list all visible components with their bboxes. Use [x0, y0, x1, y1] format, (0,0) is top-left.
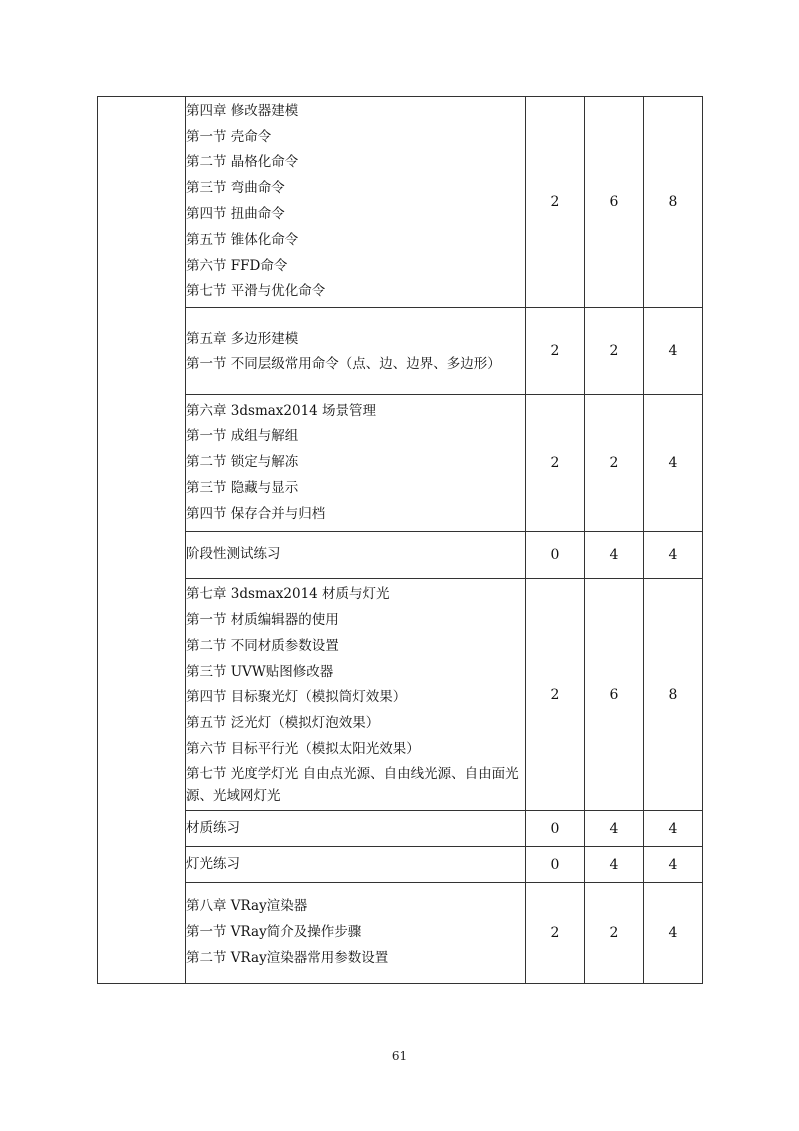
content-line: 第二节 不同材质参数设置 — [186, 637, 339, 654]
content-cell — [186, 811, 526, 847]
hours-cell-c: 4 — [644, 395, 703, 532]
content-line: 第一节 壳命令 — [186, 128, 272, 145]
content-cell — [186, 308, 526, 395]
content-line: 第六节 目标平行光（模拟太阳光效果） — [186, 740, 420, 757]
content-line: 阶段性测试练习 — [186, 546, 281, 563]
hours-cell-a: 0 — [526, 811, 585, 847]
content-line: 第七节 光度学灯光 自由点光源、自由线光源、自由面光源、光域网灯光 — [186, 765, 519, 804]
hours-cell-c: 8 — [644, 579, 703, 811]
content-line: 第二节 VRay渲染器常用参数设置 — [186, 949, 389, 966]
content-line: 第四节 保存合并与归档 — [186, 505, 326, 522]
hours-cell-c: 4 — [644, 847, 703, 883]
hours-cell-c: 4 — [644, 532, 703, 579]
table-row-material-practice — [98, 811, 703, 847]
hours-cell-c: 8 — [644, 97, 703, 308]
hours-cell-b: 2 — [585, 395, 644, 532]
hours-cell-b: 6 — [585, 97, 644, 308]
content-line: 第四节 目标聚光灯（模拟筒灯效果） — [186, 689, 407, 706]
content-line: 第五节 泛光灯（模拟灯泡效果） — [186, 715, 380, 732]
content-cell — [186, 395, 526, 532]
hours-cell-a: 0 — [526, 532, 585, 579]
hours-cell-a: 2 — [526, 97, 585, 308]
content-line: 第一节 材质编辑器的使用 — [186, 612, 339, 628]
content-line: 第六节 FFD命令 — [186, 257, 288, 274]
hours-cell-b: 4 — [585, 811, 644, 847]
content-line: 第七节 平滑与优化命令 — [186, 283, 326, 300]
hours-cell-b: 2 — [585, 883, 644, 984]
content-line: 第三节 弯曲命令 — [186, 180, 285, 197]
hours-cell-c: 4 — [644, 811, 703, 847]
content-line: 材质练习 — [186, 819, 240, 836]
content-line: 第四章 修改器建模 — [186, 102, 299, 119]
table-row-chapter-4 — [98, 97, 703, 308]
hours-cell-c: 4 — [644, 883, 703, 984]
hours-cell-b: 4 — [585, 532, 644, 579]
hours-cell-a: 2 — [526, 883, 585, 984]
content-cell — [186, 883, 526, 984]
content-line: 第六章 3dsmax2014 场景管理 — [186, 402, 377, 419]
table-row-chapter-5 — [98, 308, 703, 395]
content-line: 第一节 VRay简介及操作步骤 — [186, 924, 362, 941]
table-row-chapter-7 — [98, 579, 703, 811]
content-line: 第二节 晶格化命令 — [186, 154, 299, 171]
table-row-lighting-practice — [98, 847, 703, 883]
content-line: 第七章 3dsmax2014 材质与灯光 — [186, 586, 390, 603]
table-row-stage-test — [98, 532, 703, 579]
course-schedule-table — [97, 96, 703, 984]
hours-cell-c: 4 — [644, 308, 703, 395]
category-cell — [98, 97, 186, 984]
content-line: 第八章 VRay渲染器 — [186, 898, 308, 915]
table-row-chapter-6 — [98, 395, 703, 532]
hours-cell-b: 4 — [585, 847, 644, 883]
hours-cell-a: 2 — [526, 395, 585, 532]
table-row-chapter-8 — [98, 883, 703, 984]
content-cell — [186, 579, 526, 811]
content-line: 灯光练习 — [186, 855, 240, 872]
content-cell — [186, 847, 526, 883]
hours-cell-a: 2 — [526, 308, 585, 395]
content-line: 第三节 隐藏与显示 — [186, 479, 299, 496]
content-line: 第一节 不同层级常用命令（点、边、边界、多边形） — [186, 355, 501, 372]
content-line: 第五节 锥体化命令 — [186, 231, 299, 248]
hours-cell-a: 0 — [526, 847, 585, 883]
content-cell — [186, 532, 526, 579]
content-line: 第五章 多边形建模 — [186, 331, 299, 348]
content-line: 第二节 锁定与解冻 — [186, 454, 299, 471]
content-line: 第一节 成组与解组 — [186, 428, 299, 445]
hours-cell-a: 2 — [526, 579, 585, 811]
hours-cell-b: 2 — [585, 308, 644, 395]
hours-cell-b: 6 — [585, 579, 644, 811]
content-line: 第三节 UVW贴图修改器 — [186, 663, 334, 680]
content-line: 第四节 扭曲命令 — [186, 206, 285, 222]
content-cell — [186, 97, 526, 308]
page-number: 61 — [391, 1049, 408, 1063]
